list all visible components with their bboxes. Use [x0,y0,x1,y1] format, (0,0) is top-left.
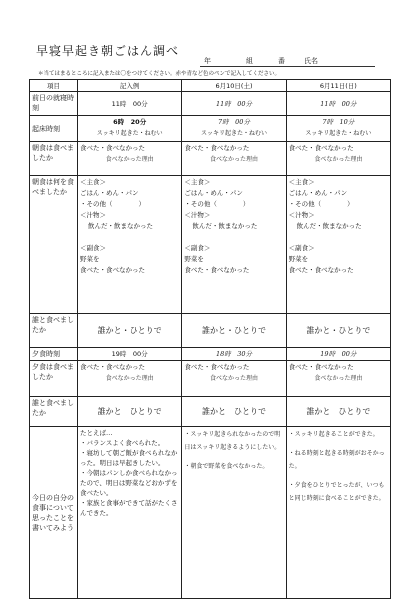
reflection-example-line: ・今朝はパンしか食べられなかったので、明日は野菜などおかずを食べたい。 [80,469,178,497]
soup-day2-options[interactable]: 飲んだ・飲まなかった [296,222,362,230]
side-heading: ＜副食＞ [184,244,211,252]
reflection-day1-line: ・スッキリ起きられなかったので明日はスッキリ起きるようにしたい。 [184,431,281,451]
soup-day1-options[interactable]: 飲んだ・飲まなかった [192,222,258,230]
reflection-example-line: たとえば… [80,429,113,437]
staple-heading: ＜主食＞ [288,178,315,186]
staple-heading: ＜主食＞ [184,178,211,186]
dinner-day2-reason: 食べなかった理由 [314,375,363,382]
with-dinner-day2[interactable]: 誰かと ひとりで [286,397,390,427]
with-dinner-day1[interactable]: 誰かと ひとりで [182,397,286,427]
reflection-day1[interactable] [182,427,286,599]
wake-day1-options[interactable]: スッキリ起きた・ねむい [201,130,267,137]
side-day1-options[interactable]: 食べた・食べなかった [184,266,250,274]
menu-label: 朝食は何を食べましたか [30,176,78,314]
side-vegetable-label: 野菜を [288,255,309,263]
wake-day2-options[interactable]: スッキリ起きた・ねむい [305,130,372,137]
soup-heading: ＜汁物＞ [80,211,106,219]
side-example-options: 食べた・食べなかった [80,266,145,274]
reflection-day2-line: ・夕食をひとりでとったが、いつもと同じ時刻に食べることができた。 [288,482,385,502]
with-breakfast-example: 誰かと・ひとりで [78,314,182,348]
side-heading: ＜副食＞ [80,244,106,252]
reflection-day2[interactable] [286,427,390,599]
side-day2-options[interactable]: 食べた・食べなかった [288,266,354,274]
soup-heading: ＜汁物＞ [184,211,211,219]
dinner-label: 夕食は食べましたか [30,361,78,397]
student-info-line [200,56,375,67]
side-vegetable-label: 野菜を [184,255,204,263]
breakfast-example-reason: 食べなかった理由 [105,156,154,163]
soup-heading: ＜汁物＞ [288,211,315,219]
breakfast-day2-options[interactable]: 食べた・食べなかった [288,144,354,152]
staple-day2-options[interactable]: ごはん・めん・パン [288,189,348,197]
header-day2: 6月11日(日) [286,80,390,92]
side-vegetable-label: 野菜を [80,255,100,263]
breakfast-label: 朝食は食べましたか [30,142,78,176]
reflection-day2-line: ・ねる時刻と起きる時刻がおそかった。 [288,450,385,470]
survey-table [29,79,391,599]
staple-day1-other[interactable]: ・その他（ ） [184,200,250,208]
wake-example-time: 6時 20分 [113,118,147,126]
bedtime-day2[interactable]: 11時 00分 [286,92,390,116]
reflection-day1-line: ・朝食で野菜を食べなかった。 [184,463,269,470]
breakfast-day1-options[interactable]: 食べた・食べなかった [184,144,250,152]
wake-day1-time[interactable]: 7時 00分 [218,118,250,126]
with-dinner-label: 誰と食べましたか [30,397,78,427]
side-heading: ＜副食＞ [288,244,315,252]
reflection-day2-line: ・スッキリ起きることができた。 [288,431,379,438]
wake-example-options: スッキリ起きた・ねむい [96,130,163,137]
header-item: 項目 [30,80,78,92]
staple-example-options: ごはん・めん・パン [80,189,139,197]
name-label: 氏名 [304,57,318,65]
reflection-label: 今日の自分の食事について思ったことを書いてみよう [30,427,78,599]
with-breakfast-day1[interactable]: 誰かと・ひとりで [182,314,286,348]
dinner-day1-reason: 食べなかった理由 [209,375,258,382]
reflection-example-line: ・家族と食事ができて話がたくさんできた。 [80,499,178,517]
year-label: 年 [204,57,211,65]
reflection-example-line: ・寝坊して朝ご飯が食べられなかった。明日は早起きしたい。 [80,449,178,467]
breakfast-day1-reason: 食べなかった理由 [209,156,258,163]
header-day1: 6月10日(土) [182,80,286,92]
with-breakfast-day2[interactable]: 誰かと・ひとりで [286,314,390,348]
breakfast-day2-reason: 食べなかった理由 [314,156,363,163]
instruction-note: ＊当てはまるところに記入または〇をつけてください。赤や青など色のペンで記入してください。 [38,71,281,77]
dinner-example-options: 食べた・食べなかった [80,363,145,371]
bedtime-example: 11時 00分 [78,92,182,116]
dinner-time-day1[interactable]: 18時 30分 [182,348,286,361]
reflection-example-line: ・バランスよく食べられた。 [80,439,165,447]
dinner-day2-options[interactable]: 食べた・食べなかった [288,363,354,371]
class-label: 組 [246,57,253,65]
dinner-time-day2[interactable]: 19時 00分 [286,348,390,361]
bedtime-day1[interactable]: 11時 00分 [182,92,286,116]
staple-example-other: ・その他（ ） [80,200,145,208]
wake-label: 起床時刻 [30,116,78,142]
breakfast-example-options: 食べた・食べなかった [80,144,145,152]
dinner-time-label: 夕食時刻 [30,348,78,361]
header-example: 記入例 [78,80,182,92]
dinner-day1-options[interactable]: 食べた・食べなかった [184,363,250,371]
bedtime-label: 前日の就寝時刻 [30,92,78,116]
with-dinner-example: 誰かと ひとりで [78,397,182,427]
wake-day2-time[interactable]: 7時 10分 [322,118,355,126]
number-label: 番 [278,57,285,65]
with-breakfast-label: 誰と食べましたか [30,314,78,348]
staple-heading: ＜主食＞ [80,178,106,186]
staple-day2-other[interactable]: ・その他（ ） [288,200,354,208]
dinner-time-example: 19時 00分 [78,348,182,361]
soup-example-options: 飲んだ・飲まなかった [88,222,153,230]
page-title: 早寝早起き朝ごはん調べ [36,44,180,58]
dinner-example-reason: 食べなかった理由 [105,375,154,382]
staple-day1-options[interactable]: ごはん・めん・パン [184,189,243,197]
